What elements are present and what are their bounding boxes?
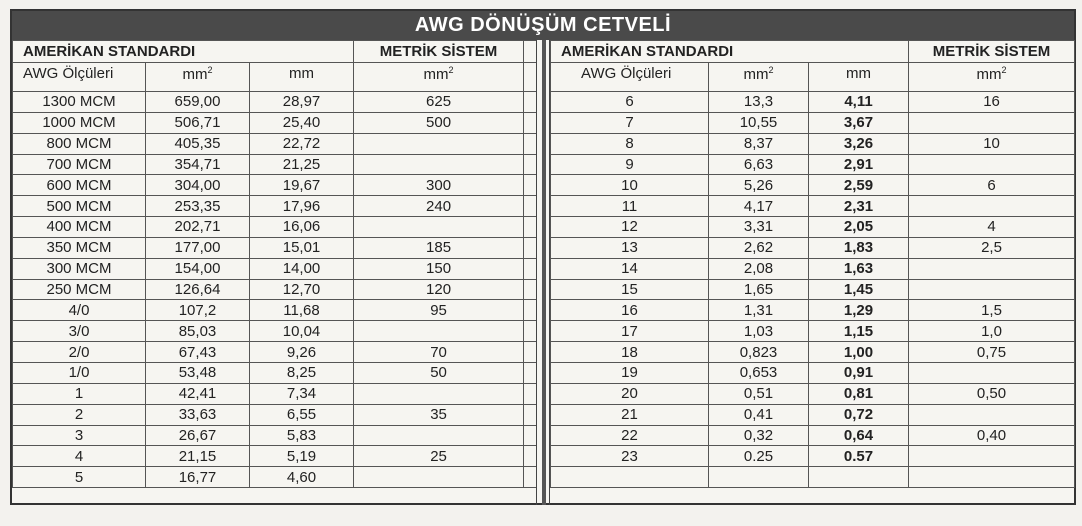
awg-cell: 4 — [13, 446, 146, 467]
mm2-cell: 4,17 — [709, 196, 809, 217]
mm2-cell: 1,03 — [709, 321, 809, 342]
metric-cell — [909, 112, 1075, 133]
mm2-cell: 126,64 — [146, 279, 250, 300]
awg-cell: 12 — [551, 217, 709, 238]
mm2-cell: 202,71 — [146, 217, 250, 238]
left-table — [12, 40, 537, 488]
mm-cell: 0,91 — [809, 362, 909, 383]
awg-cell: 300 MCM — [13, 258, 146, 279]
mm-cell: 5,83 — [250, 425, 354, 446]
spacer-cell — [524, 92, 537, 113]
awg-sizes-header: AWG Ölçüleri — [13, 63, 146, 92]
header-row-columns — [551, 63, 1075, 92]
table-row — [13, 362, 537, 383]
metric-cell: 35 — [354, 404, 524, 425]
table-row — [551, 133, 1075, 154]
mm2-cell: 85,03 — [146, 321, 250, 342]
mm-cell: 12,70 — [250, 279, 354, 300]
awg-cell: 10 — [551, 175, 709, 196]
awg-cell: 5 — [13, 467, 146, 488]
metric-cell — [354, 467, 524, 488]
metric-cell — [354, 321, 524, 342]
mm2-cell: 0,51 — [709, 383, 809, 404]
table-row — [13, 237, 537, 258]
mm-cell — [809, 467, 909, 488]
table-row — [551, 154, 1075, 175]
mm-cell: 25,40 — [250, 112, 354, 133]
mm2-header-base: mm — [743, 66, 769, 83]
mm2-cell: 354,71 — [146, 154, 250, 175]
metric-cell: 95 — [354, 300, 524, 321]
mm-cell: 2,05 — [809, 217, 909, 238]
metric-cell — [354, 425, 524, 446]
table-row — [13, 133, 537, 154]
metric-cell: 150 — [354, 258, 524, 279]
mm-cell: 4,60 — [250, 467, 354, 488]
metric-cell: 4 — [909, 217, 1075, 238]
mm2-cell: 21,15 — [146, 446, 250, 467]
mm2-cell: 0,32 — [709, 425, 809, 446]
mm-cell: 6,55 — [250, 404, 354, 425]
awg-cell: 11 — [551, 196, 709, 217]
awg-cell: 14 — [551, 258, 709, 279]
divider-bar — [542, 40, 546, 505]
metric-cell: 50 — [354, 362, 524, 383]
table-row — [551, 258, 1075, 279]
spacer-cell — [524, 321, 537, 342]
awg-cell: 1 — [13, 383, 146, 404]
mm2-header-sup: 2 — [768, 65, 774, 75]
mm-cell: 16,06 — [250, 217, 354, 238]
awg-cell: 8 — [551, 133, 709, 154]
mm2-cell: 5,26 — [709, 175, 809, 196]
table-row — [13, 321, 537, 342]
table-row — [13, 112, 537, 133]
mm2-cell: 506,71 — [146, 112, 250, 133]
mm2-cell: 0,41 — [709, 404, 809, 425]
mm-cell: 9,26 — [250, 342, 354, 363]
awg-cell: 15 — [551, 279, 709, 300]
mm2-cell: 405,35 — [146, 133, 250, 154]
title-bar — [12, 11, 1074, 40]
table-row — [551, 404, 1075, 425]
mm-cell: 0.57 — [809, 446, 909, 467]
awg-cell: 22 — [551, 425, 709, 446]
header-row-group — [13, 41, 537, 63]
metric-mm2-header-sup: 2 — [448, 65, 454, 75]
mm-cell: 1,29 — [809, 300, 909, 321]
spacer-cell — [524, 63, 537, 92]
mm2-cell: 0,823 — [709, 342, 809, 363]
metric-cell — [909, 362, 1075, 383]
spacer-cell — [524, 362, 537, 383]
right-table-half — [550, 40, 1074, 505]
mm-cell: 2,31 — [809, 196, 909, 217]
metric-cell: 185 — [354, 237, 524, 258]
mm-cell: 1,15 — [809, 321, 909, 342]
awg-cell: 2 — [13, 404, 146, 425]
awg-cell: 20 — [551, 383, 709, 404]
mm2-cell: 26,67 — [146, 425, 250, 446]
spacer-cell — [524, 196, 537, 217]
mm-cell: 7,34 — [250, 383, 354, 404]
table-row — [13, 92, 537, 113]
table-row — [13, 342, 537, 363]
mm-cell: 3,26 — [809, 133, 909, 154]
spacer-cell — [524, 258, 537, 279]
spacer-cell — [524, 383, 537, 404]
awg-conversion-table — [10, 9, 1076, 505]
mm-cell: 28,97 — [250, 92, 354, 113]
metric-cell — [909, 154, 1075, 175]
metric-system-header: METRİK SİSTEM — [909, 41, 1075, 63]
metric-cell: 25 — [354, 446, 524, 467]
awg-cell: 7 — [551, 112, 709, 133]
mm2-cell — [709, 467, 809, 488]
metric-cell: 0,50 — [909, 383, 1075, 404]
metric-cell — [354, 133, 524, 154]
metric-cell: 0,40 — [909, 425, 1075, 446]
mm-cell: 22,72 — [250, 133, 354, 154]
mm2-header — [146, 63, 250, 92]
mm-cell: 5,19 — [250, 446, 354, 467]
table-row — [13, 383, 537, 404]
mm2-cell: 6,63 — [709, 154, 809, 175]
awg-cell: 23 — [551, 446, 709, 467]
mm-cell: 1,00 — [809, 342, 909, 363]
awg-cell — [551, 467, 709, 488]
metric-cell: 1,5 — [909, 300, 1075, 321]
mm2-cell: 53,48 — [146, 362, 250, 383]
mm2-cell: 304,00 — [146, 175, 250, 196]
mm-header: mm — [809, 63, 909, 92]
metric-cell: 6 — [909, 175, 1075, 196]
metric-cell — [354, 217, 524, 238]
metric-mm2-header — [354, 63, 524, 92]
spacer-cell — [524, 112, 537, 133]
spacer-cell — [524, 467, 537, 488]
awg-cell: 13 — [551, 237, 709, 258]
metric-cell: 300 — [354, 175, 524, 196]
mm-cell: 1,83 — [809, 237, 909, 258]
table-row — [551, 300, 1075, 321]
metric-cell: 2,5 — [909, 237, 1075, 258]
awg-cell: 1300 MCM — [13, 92, 146, 113]
spacer-cell — [524, 154, 537, 175]
metric-cell: 1,0 — [909, 321, 1075, 342]
table-title: AWG DÖNÜŞÜM CETVELİ — [414, 14, 672, 36]
awg-cell: 250 MCM — [13, 279, 146, 300]
mm-cell: 4,11 — [809, 92, 909, 113]
table-row — [551, 467, 1075, 488]
table-row — [13, 300, 537, 321]
table-row — [551, 92, 1075, 113]
table-row — [13, 404, 537, 425]
table-row — [551, 237, 1075, 258]
mm2-cell: 8,37 — [709, 133, 809, 154]
table-row — [13, 175, 537, 196]
metric-cell — [909, 196, 1075, 217]
awg-cell: 17 — [551, 321, 709, 342]
metric-mm2-header-base: mm — [423, 66, 449, 83]
mm-cell: 17,96 — [250, 196, 354, 217]
metric-cell: 500 — [354, 112, 524, 133]
metric-cell — [909, 279, 1075, 300]
spacer-cell — [524, 217, 537, 238]
header-row-group — [551, 41, 1075, 63]
mm2-cell: 0.25 — [709, 446, 809, 467]
spacer-cell — [524, 41, 537, 63]
mm2-cell: 67,43 — [146, 342, 250, 363]
awg-cell: 4/0 — [13, 300, 146, 321]
mm2-cell: 3,31 — [709, 217, 809, 238]
table-row — [13, 279, 537, 300]
mm2-header-sup: 2 — [207, 65, 213, 75]
awg-cell: 9 — [551, 154, 709, 175]
header-row-columns — [13, 63, 537, 92]
table-row — [13, 217, 537, 238]
awg-cell: 700 MCM — [13, 154, 146, 175]
mm2-cell: 10,55 — [709, 112, 809, 133]
right-table — [550, 40, 1075, 488]
table-row — [551, 425, 1075, 446]
table-row — [13, 446, 537, 467]
awg-cell: 3/0 — [13, 321, 146, 342]
table-row — [551, 446, 1075, 467]
awg-cell: 18 — [551, 342, 709, 363]
metric-cell — [909, 404, 1075, 425]
metric-cell — [354, 154, 524, 175]
left-table-half — [12, 40, 536, 505]
table-row — [13, 467, 537, 488]
mm-cell: 0,72 — [809, 404, 909, 425]
metric-cell: 240 — [354, 196, 524, 217]
mm2-cell: 1,65 — [709, 279, 809, 300]
metric-mm2-header — [909, 63, 1075, 92]
table-row — [551, 362, 1075, 383]
mm2-cell: 33,63 — [146, 404, 250, 425]
column-divider — [536, 40, 550, 505]
mm2-cell: 42,41 — [146, 383, 250, 404]
awg-cell: 800 MCM — [13, 133, 146, 154]
mm-cell: 1,63 — [809, 258, 909, 279]
spacer-cell — [524, 300, 537, 321]
spacer-cell — [524, 175, 537, 196]
mm2-cell: 1,31 — [709, 300, 809, 321]
awg-cell: 16 — [551, 300, 709, 321]
american-standard-header: AMERİKAN STANDARDI — [551, 41, 909, 63]
table-row — [551, 342, 1075, 363]
metric-cell: 625 — [354, 92, 524, 113]
mm2-cell: 16,77 — [146, 467, 250, 488]
mm2-cell: 2,62 — [709, 237, 809, 258]
mm-cell: 15,01 — [250, 237, 354, 258]
spacer-cell — [524, 446, 537, 467]
metric-cell — [909, 467, 1075, 488]
mm2-cell: 107,2 — [146, 300, 250, 321]
metric-cell: 10 — [909, 133, 1075, 154]
mm2-cell: 659,00 — [146, 92, 250, 113]
table-row — [551, 321, 1075, 342]
spacer-cell — [524, 133, 537, 154]
awg-cell: 3 — [13, 425, 146, 446]
spacer-cell — [524, 404, 537, 425]
mm-cell: 2,59 — [809, 175, 909, 196]
awg-cell: 1/0 — [13, 362, 146, 383]
metric-cell: 16 — [909, 92, 1075, 113]
mm-header: mm — [250, 63, 354, 92]
awg-cell: 19 — [551, 362, 709, 383]
awg-cell: 2/0 — [13, 342, 146, 363]
american-standard-header: AMERİKAN STANDARDI — [13, 41, 354, 63]
mm2-cell: 2,08 — [709, 258, 809, 279]
metric-cell: 70 — [354, 342, 524, 363]
metric-cell — [909, 258, 1075, 279]
spacer-cell — [524, 342, 537, 363]
mm2-header — [709, 63, 809, 92]
mm-cell: 11,68 — [250, 300, 354, 321]
spacer-cell — [524, 237, 537, 258]
mm-cell: 0,64 — [809, 425, 909, 446]
mm-cell: 19,67 — [250, 175, 354, 196]
metric-mm2-header-sup: 2 — [1001, 65, 1007, 75]
table-row — [551, 383, 1075, 404]
awg-cell: 350 MCM — [13, 237, 146, 258]
mm-cell: 2,91 — [809, 154, 909, 175]
mm2-cell: 0,653 — [709, 362, 809, 383]
mm2-cell: 253,35 — [146, 196, 250, 217]
metric-system-header: METRİK SİSTEM — [354, 41, 524, 63]
awg-sizes-header: AWG Ölçüleri — [551, 63, 709, 92]
mm2-cell: 154,00 — [146, 258, 250, 279]
metric-cell: 120 — [354, 279, 524, 300]
awg-cell: 6 — [551, 92, 709, 113]
mm2-cell: 177,00 — [146, 237, 250, 258]
awg-cell: 400 MCM — [13, 217, 146, 238]
metric-mm2-header-base: mm — [976, 66, 1002, 83]
table-row — [551, 279, 1075, 300]
mm-cell: 10,04 — [250, 321, 354, 342]
metric-cell: 0,75 — [909, 342, 1075, 363]
spacer-cell — [524, 279, 537, 300]
table-row — [551, 217, 1075, 238]
table-row — [13, 154, 537, 175]
awg-cell: 600 MCM — [13, 175, 146, 196]
mm-cell: 3,67 — [809, 112, 909, 133]
metric-cell — [354, 383, 524, 404]
awg-cell: 500 MCM — [13, 196, 146, 217]
awg-cell: 21 — [551, 404, 709, 425]
spacer-cell — [524, 425, 537, 446]
table-row — [551, 175, 1075, 196]
table-row — [13, 196, 537, 217]
table-row — [551, 196, 1075, 217]
table-row — [551, 112, 1075, 133]
metric-cell — [909, 446, 1075, 467]
mm-cell: 1,45 — [809, 279, 909, 300]
mm-cell: 21,25 — [250, 154, 354, 175]
table-row — [13, 425, 537, 446]
mm-cell: 8,25 — [250, 362, 354, 383]
mm2-cell: 13,3 — [709, 92, 809, 113]
mm2-header-base: mm — [182, 66, 208, 83]
awg-cell: 1000 MCM — [13, 112, 146, 133]
mm-cell: 14,00 — [250, 258, 354, 279]
table-row — [13, 258, 537, 279]
mm-cell: 0,81 — [809, 383, 909, 404]
